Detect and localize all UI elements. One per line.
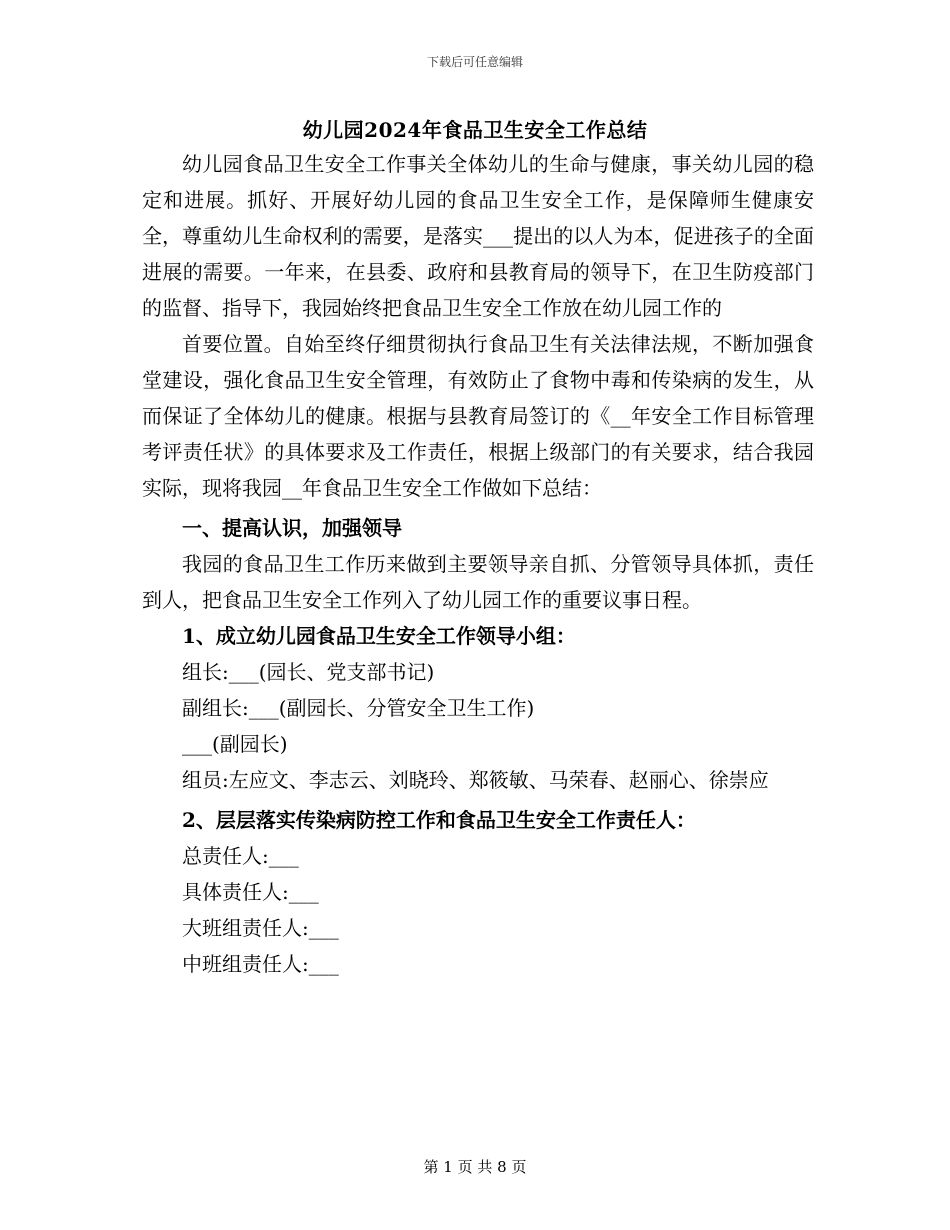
group-leader-line: 组长:___(园长、党支部书记) [182, 660, 435, 684]
section1-paragraph: 我园的食品卫生工作历来做到主要领导亲自抓、分管领导具体抓，责任到人，把食品卫生安全工作列入了幼儿园工作的重要议事日程。 [142, 552, 814, 612]
members-line: 组员:左应文、李志云、刘晓玲、郑筱敏、马荣春、赵丽心、徐崇应 [182, 768, 769, 792]
document-body [142, 146, 814, 982]
sub2-heading: 2、层层落实传染病防控工作和食品卫生安全工作责任人： [182, 808, 696, 832]
second-paragraph: 首要位置。自始至终仔细贯彻执行食品卫生有关法律法规，不断加强食堂建设，强化食品卫生安全管理，有效防止了食物中毒和传染病的发生，从而保证了全体幼儿的健康。根据与县教育局签订的《__年安全工作目标管理考评责任状》的具体要求及工作责任，根据上级部门的有关要求，结合我园实际，现将我园__年食品卫生安全工作做如下总结： [142, 332, 814, 500]
specific-responsible-line: 具体责任人:___ [182, 880, 319, 904]
middle-class-responsible-line: 中班组责任人:___ [182, 952, 339, 976]
deputy-leader-line: 副组长:___(副园长、分管安全卫生工作) [182, 696, 535, 720]
section1-heading: 一、提高认识，加强领导 [182, 516, 402, 540]
intro-paragraph: 幼儿园食品卫生安全工作事关全体幼儿的生命与健康，事关幼儿园的稳定和进展。抓好、开展好幼儿园的食品卫生安全工作，是保障师生健康安全，尊重幼儿生命权利的需要，是落实___提出的以人为本，促进孩子的全面进展的需要。一年来，在县委、政府和县教育局的领导下，在卫生防疫部门的监督、指导下，我园始终把食品卫生安全工作放在幼儿园工作的 [142, 152, 814, 320]
chief-responsible-line: 总责任人:___ [182, 844, 299, 868]
deputy-leader-2-line: ___(副园长) [182, 732, 288, 756]
document-title: 幼儿园2024年食品卫生安全工作总结 [302, 118, 648, 142]
senior-class-responsible-line: 大班组责任人:___ [182, 916, 339, 940]
header-note: 下载后可任意编辑 [426, 55, 523, 69]
page-number: 第 1 页 共 8 页 [423, 1158, 527, 1176]
sub1-heading: 1、成立幼儿园食品卫生安全工作领导小组： [182, 624, 576, 648]
